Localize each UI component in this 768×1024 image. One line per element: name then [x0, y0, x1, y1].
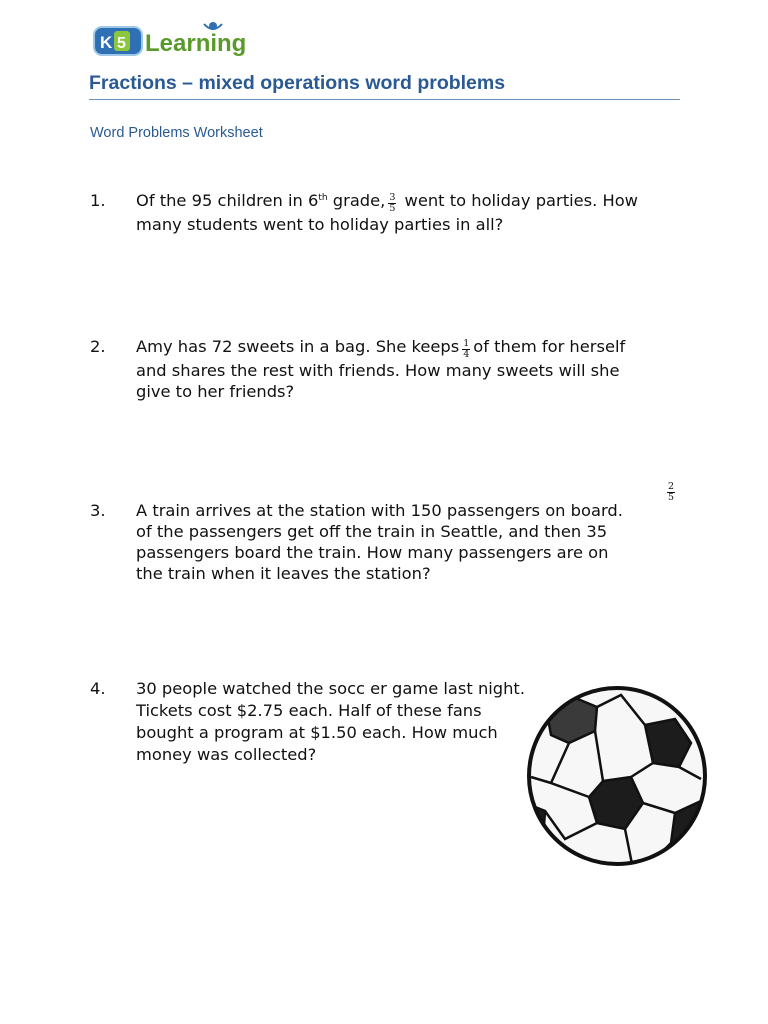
svg-text:5: 5: [117, 35, 126, 52]
problem-number: 1.: [90, 191, 106, 210]
fraction: 2 5: [667, 481, 675, 503]
problem-text: Amy has 72 sweets in a bag. She keeps $\frac{1}{4}$ of them for herself and shares the rest with friends. How many sweets will she give to her friends?: [136, 337, 626, 401]
problem-text: A train arrives at the station with 150 passengers on board. of the passengers get off the train in Seattle, and then 35 passengers board the train. How many passengers are on the train when it leaves the station?: [136, 501, 623, 583]
page-title: Fractions – mixed operations word problems: [89, 72, 680, 100]
svg-text:K: K: [100, 33, 113, 52]
page-subtitle: Word Problems Worksheet: [90, 125, 263, 141]
k5-learning-logo[interactable]: [92, 14, 257, 62]
problem-number: 3.: [90, 501, 106, 520]
soccer-ball-icon: [525, 683, 709, 869]
fraction: $\frac{1}{4}$: [463, 338, 470, 360]
problem-text: 30 people watched the socc er game last night. Tickets cost $2.75 each. Half of these fans bought a program at $1.50 each. How much money was collected?: [136, 679, 525, 764]
problem-number: 2.: [90, 337, 106, 356]
problem-number: 4.: [90, 679, 106, 698]
problem-text: Of the 95 children in 6th grade, $\frac{3}{5}$ went to holiday parties. How many students went to holiday parties in all?: [136, 191, 638, 234]
fraction: $\frac{3}{5}$: [389, 192, 396, 214]
svg-text:Learning: Learning: [145, 30, 247, 57]
